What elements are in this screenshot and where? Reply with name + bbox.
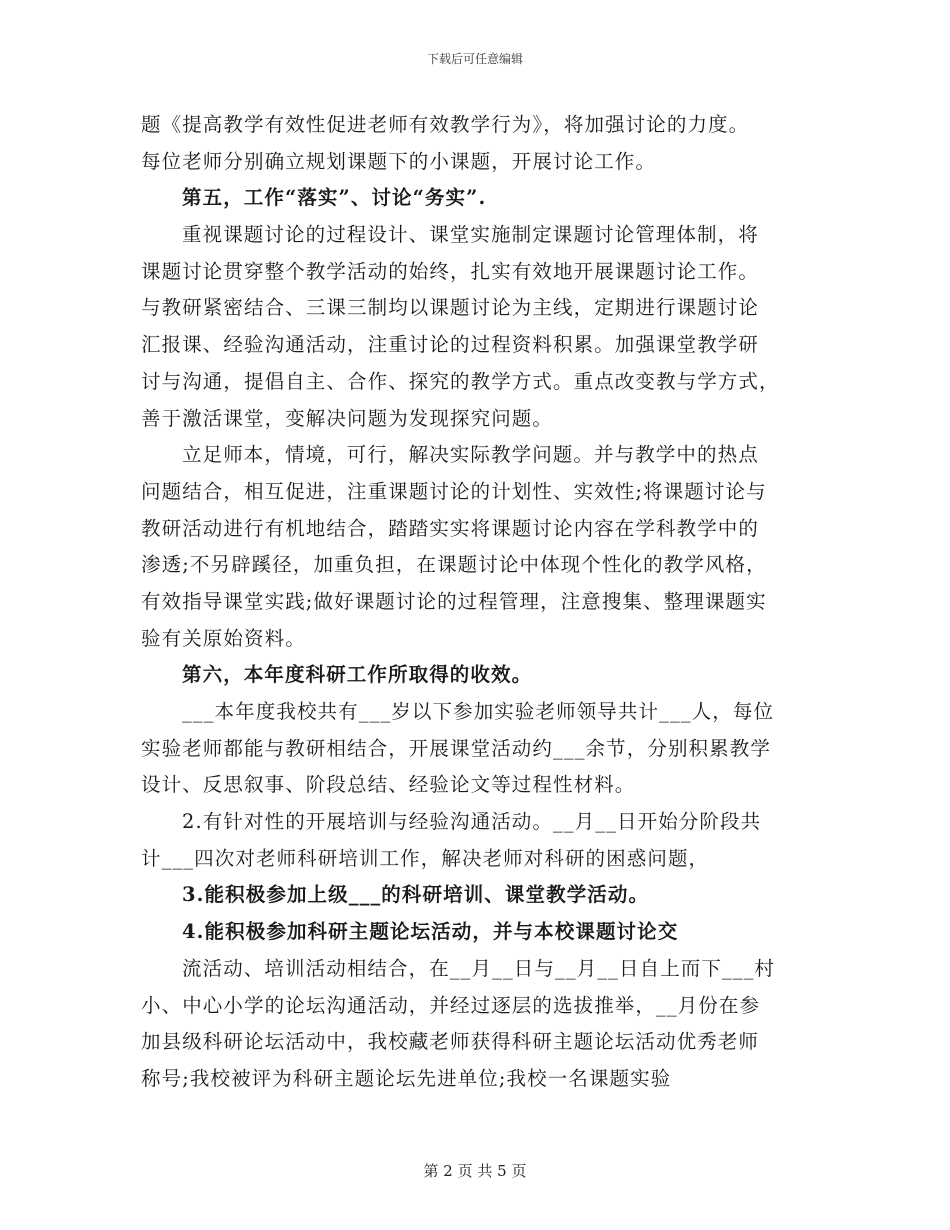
body-line: 设计、反思叙事、阶段总结、经验论文等过程性材料。	[141, 773, 636, 797]
body-line: 讨与沟通，提倡自主、合作、探究的教学方式。重点改变教与学方式，	[141, 369, 780, 393]
body-line: 小、中心小学的论坛沟通活动，并经过逐层的选拔推举，__月份在参	[141, 993, 761, 1017]
body-line: ___本年度我校共有___岁以下参加实验老师领导共计___人，每位	[182, 700, 775, 723]
body-line: 称号;我校被评为科研主题论坛先进单位;我校一名课题实验	[141, 1066, 672, 1090]
body-line: 与教研紧密结合、三课三制均以课题讨论为主线，定期进行课题讨论	[141, 296, 760, 320]
body-line: 重视课题讨论的过程设计、课堂实施制定课题讨论管理体制，将	[182, 223, 759, 247]
body-line: 实验老师都能与教研相结合，开展课堂活动约___余节，分别积累教学	[141, 736, 771, 760]
body-line: 问题结合，相互促进，注重课题讨论的计划性、实效性;将课题讨论与	[141, 479, 767, 503]
body-line: 渗透;不另辟蹊径，加重负担，在课题讨论中体现个性化的教学风格，	[141, 553, 767, 577]
list-heading: 3.能积极参加上级___的科研培训、课堂教学活动。	[182, 883, 650, 907]
body-line: 善于激活课堂，变解决问题为发现探究问题。	[141, 406, 554, 430]
body-line: 立足师本，情境，可行，解决实际教学问题。并与教学中的热点	[182, 443, 759, 467]
body-line: 题《提高教学有效性促进老师有效教学行为》，将加强讨论的力度。	[141, 113, 750, 136]
page-header: 下载后可任意编辑	[426, 52, 523, 66]
body-line: 汇报课、经验沟通活动，注重讨论的过程资料积累。加强课堂教学研	[141, 333, 760, 357]
body-line: 教研活动进行有机地结合，踏踏实实将课题讨论内容在学科教学中的	[141, 516, 760, 540]
body-line: 加县级科研论坛活动中，我校藏老师获得科研主题论坛活动优秀老师	[141, 1030, 760, 1054]
page-footer: 第 2 页 共 5 页	[423, 1162, 527, 1180]
body-line: 验有关原始资料。	[141, 626, 306, 650]
body-line: 流活动、培训活动相结合，在__月__日与__月__日自上而下___村	[182, 956, 776, 980]
document-body	[141, 107, 809, 1098]
body-line: 有效指导课堂实践;做好课题讨论的过程管理，注意搜集、整理课题实	[141, 589, 767, 613]
list-heading: 4.能积极参加科研主题论坛活动，并与本校课题讨论交	[182, 920, 679, 944]
body-line: 2.有针对性的开展培训与经验沟通活动。__月__日开始分阶段共	[182, 810, 762, 834]
body-line: 计___四次对老师科研培训工作，解决老师对科研的困惑问题，	[141, 846, 710, 870]
body-line: 课题讨论贯穿整个教学活动的始终，扎实有效地开展课题讨论工作。	[141, 259, 760, 283]
section-heading: 第六，本年度科研工作所取得的收效。	[182, 663, 533, 687]
section-heading: 第五，工作“落实”、讨论“务实”.	[182, 186, 487, 210]
body-line: 每位老师分别确立规划课题下的小课题，开展讨论工作。	[141, 149, 657, 173]
